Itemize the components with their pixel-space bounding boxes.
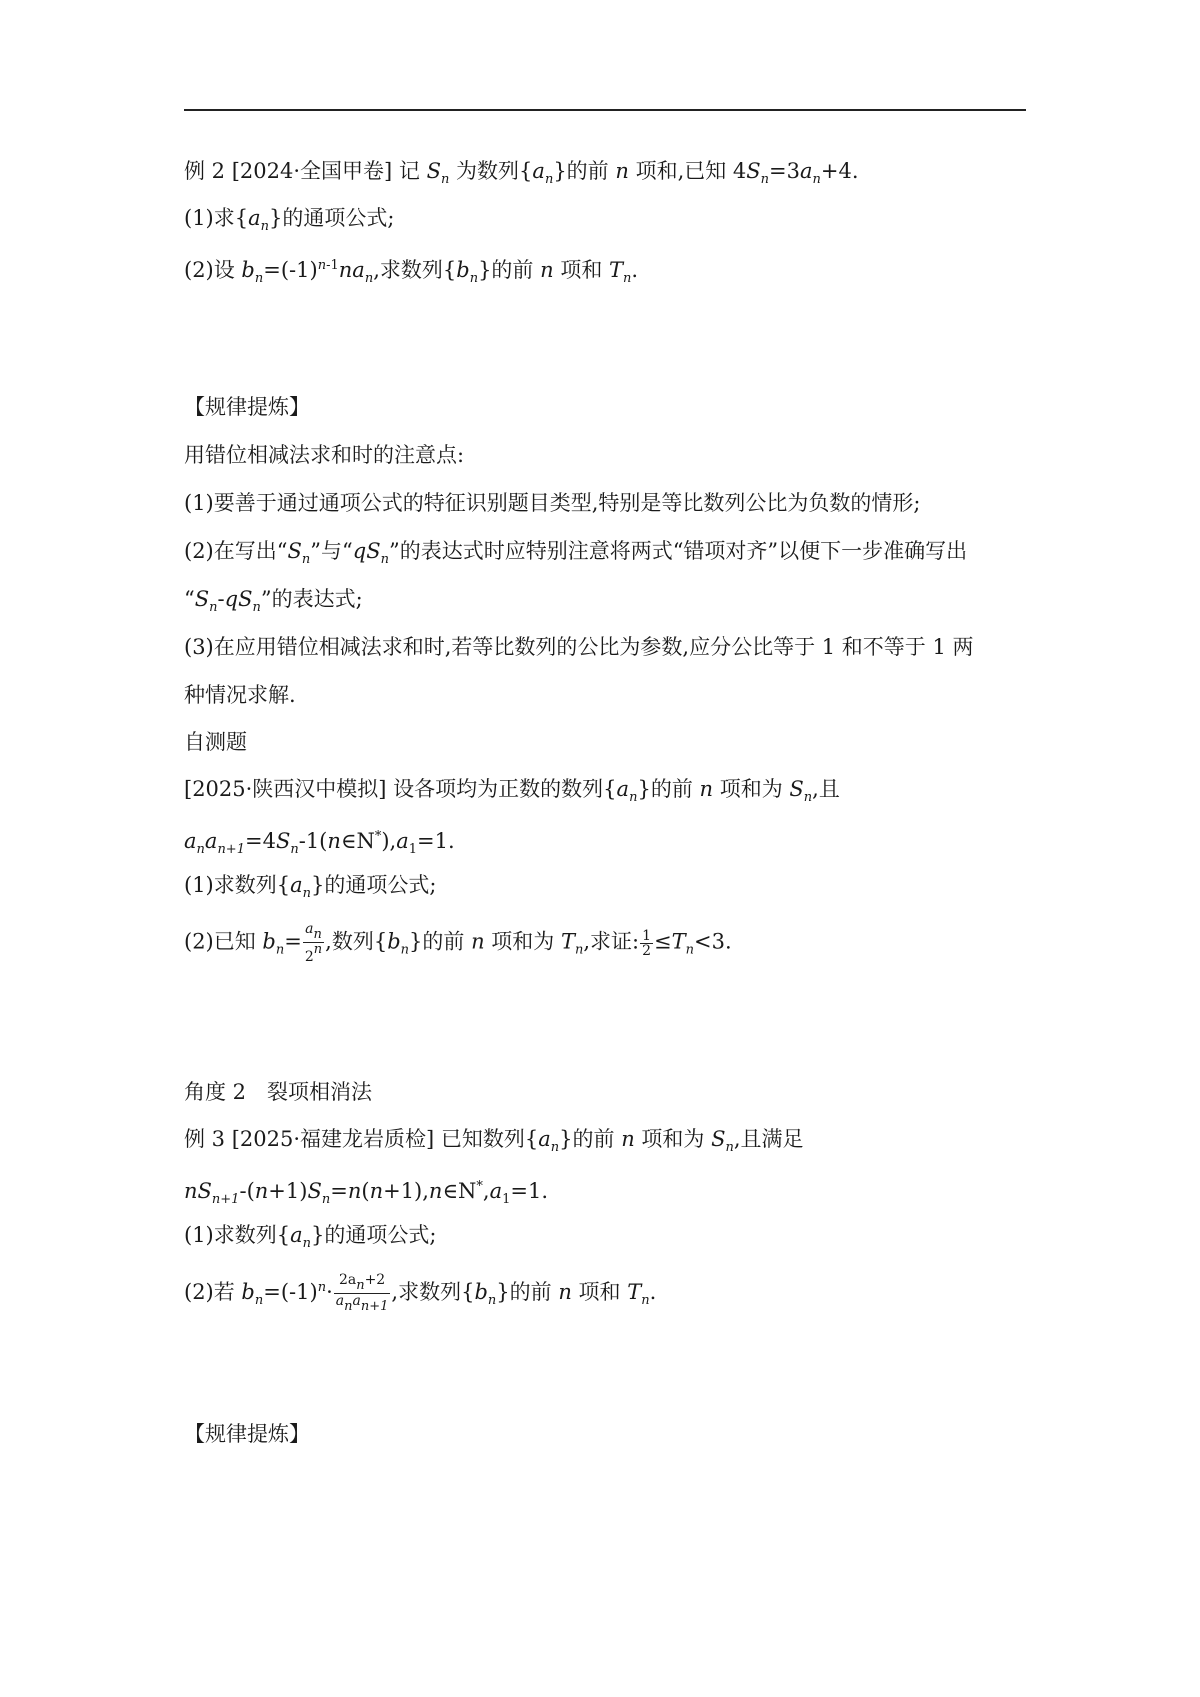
ex2-question-2: (2)设 $b_n=(-1)^{n-1}na_n$,求数列$\{b_n\}$的前 n 项和 $T_n$. — [184, 258, 639, 286]
ex3-question-1: (1)求数列$\{a_n\}$的通项公式; — [184, 1223, 437, 1251]
rules1-intro: 用错位相减法求和时的注意点: — [184, 443, 465, 467]
fraction-2an-plus-2-over-an-an1: $\frac{2a_n+2}{a_na_{n+1}}$ — [335, 1272, 389, 1314]
fraction-an-over-2n: $\frac{a_n}{2^n}$ — [304, 921, 323, 965]
rules1-point-1: (1)要善于通过通项公式的特征识别题目类型,特别是等比数列公比为负数的情形; — [184, 491, 921, 515]
ex3-question-2: (2)若 $b_n=(-1)^n\cdot$ $\frac{2a_n+2}{a_na_{n+1}}$ ,求数列$\{b_n\}$的前 n 项和 $T_n$. — [184, 1272, 657, 1314]
selftest-question-1: (1)求数列$\{a_n\}$的通项公式; — [184, 873, 437, 901]
rules1-point-2-cont: “$S_n-qS_n$”的表达式; — [184, 587, 363, 615]
rules1-point-3: (3)在应用错位相减法求和时,若等比数列的公比为参数,应分公比等于 1 和不等于 1 两 — [184, 635, 974, 659]
rules2-title: 【规律提炼】 — [184, 1422, 310, 1446]
angle2-title: 角度 2 裂项相消法 — [184, 1080, 373, 1104]
fraction-one-half: $\frac{1}{2}$ — [642, 927, 652, 959]
ex2-heading: 例 2 [2024·全国甲卷] 记 $S_n$ 为数列$\{a_n\}$的前 n 项和,已知 $4S_n=3a_n+4$. — [184, 159, 859, 187]
rules1-point-2: (2)在写出“$S_n$”与“$qS_n$”的表达式时应特别注意将两式“错项对齐”以便下一步准确写出 — [184, 539, 968, 567]
rules1-point-3-cont: 种情况求解. — [184, 683, 296, 707]
ex2-question-1: (1)求$\{a_n\}$的通项公式; — [184, 206, 395, 234]
header-rule — [184, 109, 1026, 111]
selftest-title: 自测题 — [184, 730, 247, 754]
selftest-condition: $a_na_{n+1}=4S_n-1(n\in N^*),a_1=1$. — [184, 829, 455, 857]
rules1-title: 【规律提炼】 — [184, 395, 310, 419]
ex3-heading: 例 3 [2025·福建龙岩质检] 已知数列$\{a_n\}$的前 n 项和为 $S_n$,且满足 — [184, 1127, 804, 1155]
selftest-question-2: (2)已知 $b_n=$ $\frac{a_n}{2^n}$ ,数列$\{b_n\}$的前 n 项和为 $T_n$,求证: $\frac{1}{2}$ $\le T_n<3$. — [184, 921, 732, 965]
ex3-condition: $nS_{n+1}-(n+1)S_n=n(n+1),n\in N^*,a_1=1$. — [184, 1179, 549, 1207]
selftest-heading: [2025·陕西汉中模拟] 设各项均为正数的数列$\{a_n\}$的前 n 项和为 $S_n$,且 — [184, 777, 840, 805]
